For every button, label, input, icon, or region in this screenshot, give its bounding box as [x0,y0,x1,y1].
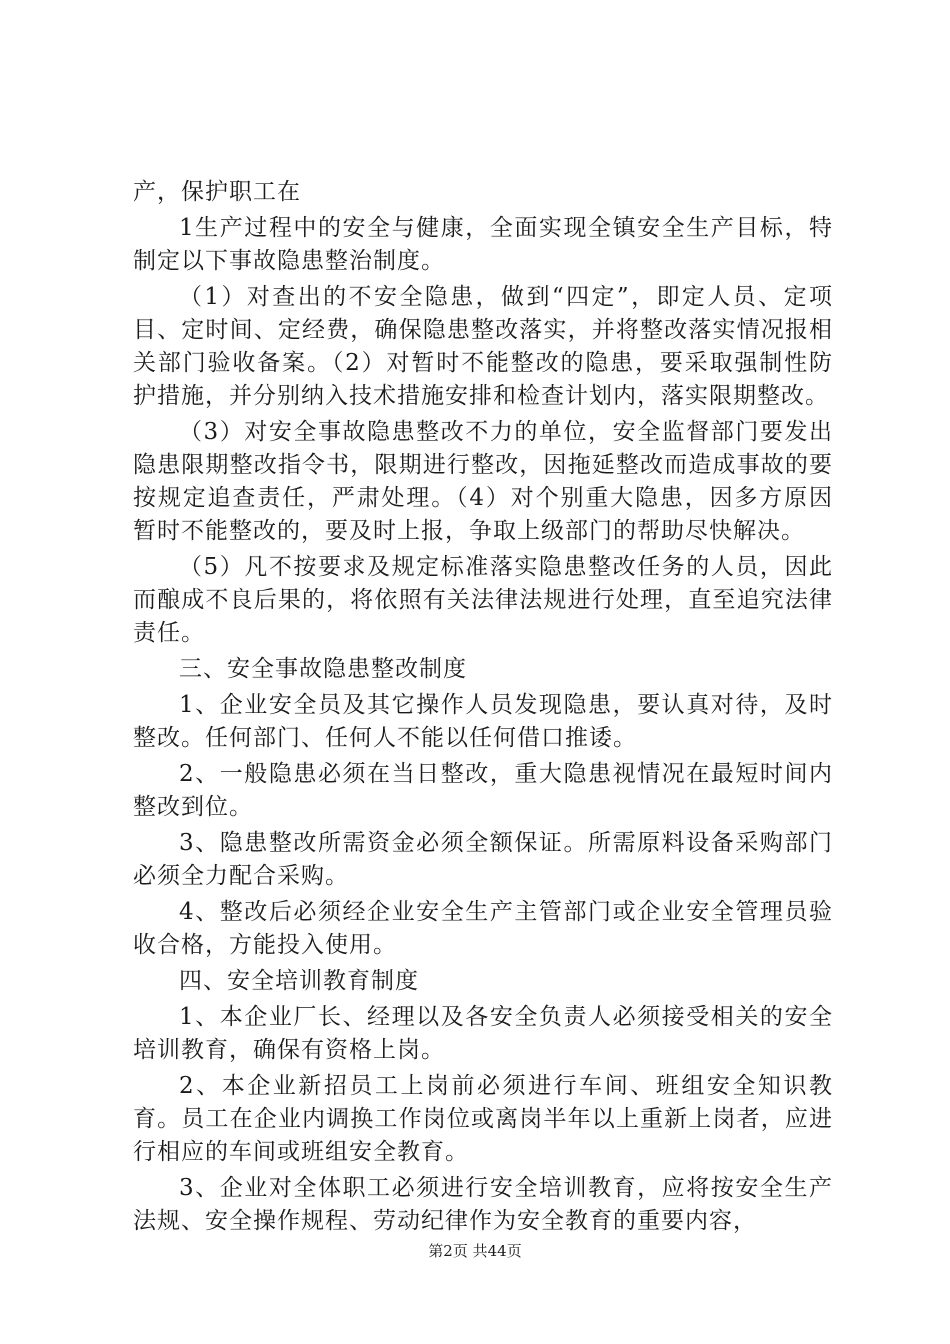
paragraph: 4、整改后必须经企业安全生产主管部门或企业安全管理员验收合格，方能投入使用。 [133,899,833,958]
paragraph: 3、隐患整改所需资金必须全额保证。所需原料设备采购部门必须全力配合采购。 [133,830,833,889]
paragraph: 1生产过程中的安全与健康，全面实现全镇安全生产目标，特制定以下事故隐患整治制度。 [133,215,833,274]
page-number-footer: 第2页 共44页 [428,1242,522,1260]
paragraph: 1、本企业厂长、经理以及各安全负责人必须接受相关的安全培训教育，确保有资格上岗。 [133,1004,833,1063]
paragraph: 3、企业对全体职工必须进行安全培训教育，应将按安全生产法规、安全操作规程、劳动纪律作为安全教育的重要内容， [133,1175,833,1234]
paragraph: （5）凡不按要求及规定标准落实隐患整改任务的人员，因此而酿成不良后果的，将依照有关法律法规进行处理，直至追究法律责任。 [133,554,833,646]
section-heading: 三、安全事故隐患整改制度 [179,656,467,682]
paragraph: （1）对查出的不安全隐患，做到“四定”，即定人员、定项目、定时间、定经费，确保隐患整改落实，并将整改落实情况报相关部门验收备案。（2）对暂时不能整改的隐患，要采取强制性防护措施，并分别纳入技术措施安排和检查计划内，落实限期整改。 [133,284,833,409]
paragraph: 1、企业安全员及其它操作人员发现隐患，要认真对待，及时整改。任何部门、任何人不能以任何借口推诿。 [133,692,833,751]
paragraph: 产，保护职工在 [133,179,301,205]
section-heading: 四、安全培训教育制度 [179,968,419,994]
document-body [133,176,833,1241]
paragraph: （3）对安全事故隐患整改不力的单位，安全监督部门要发出隐患限期整改指令书，限期进行整改，因拖延整改而造成事故的要按规定追查责任，严肃处理。（4）对个别重大隐患，因多方原因暂时不能整改的，要及时上报，争取上级部门的帮助尽快解决。 [133,419,833,544]
paragraph: 2、一般隐患必须在当日整改，重大隐患视情况在最短时间内整改到位。 [133,761,833,820]
paragraph: 2、本企业新招员工上岗前必须进行车间、班组安全知识教育。员工在企业内调换工作岗位或离岗半年以上重新上岗者，应进行相应的车间或班组安全教育。 [133,1073,833,1165]
